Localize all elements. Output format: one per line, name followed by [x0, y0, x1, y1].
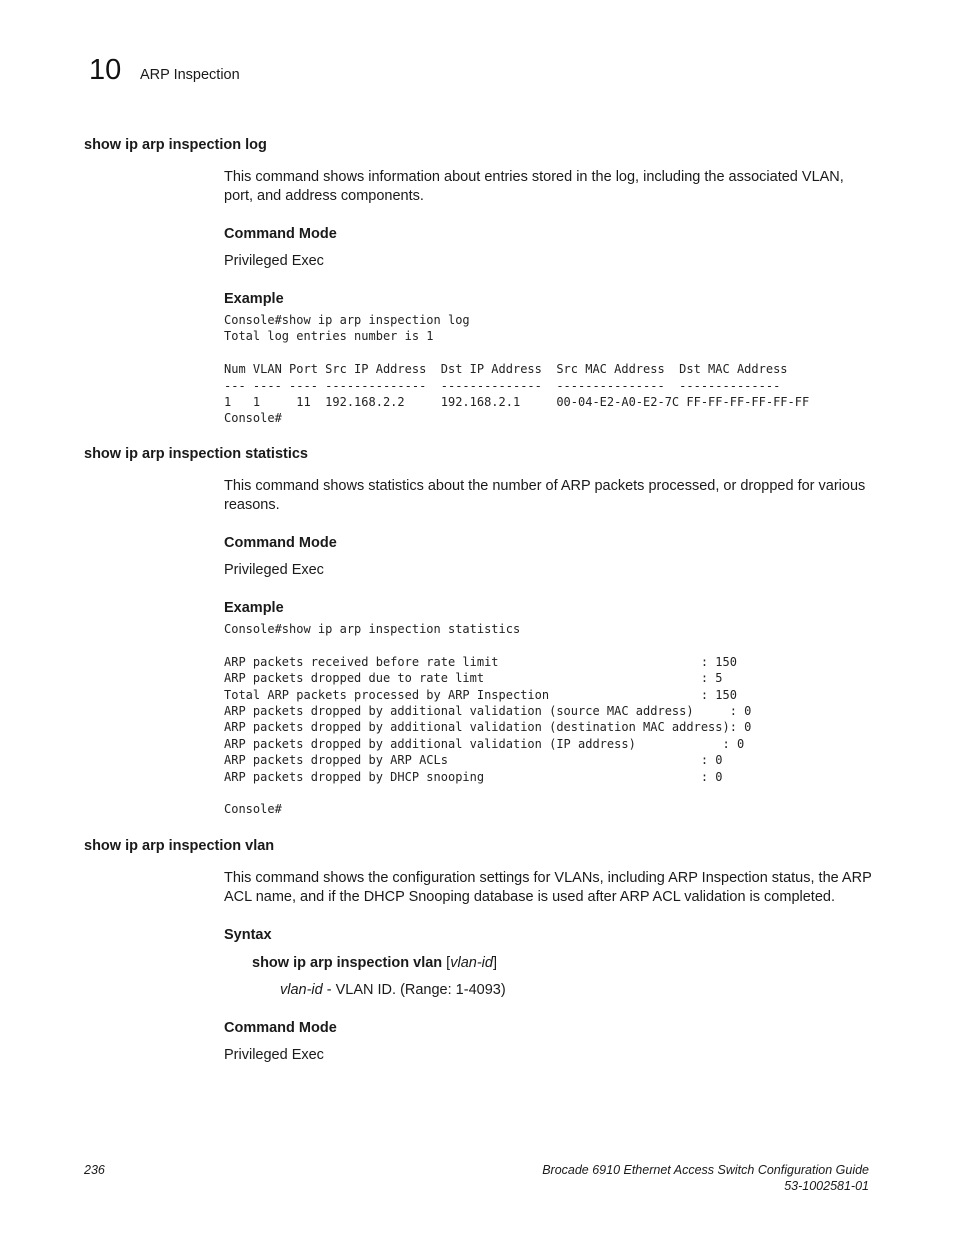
syntax-param: vlan-id — [450, 955, 493, 971]
parameter-name: vlan-id — [280, 982, 323, 998]
parameter-line — [280, 981, 506, 999]
chapter-title: ARP Inspection — [140, 67, 240, 83]
parameter-description: - VLAN ID. (Range: 1-4093) — [322, 982, 506, 998]
section-description-log: This command shows information about entries stored in the log, including the associated VLAN, port, and address components. — [224, 169, 844, 204]
section-title-log: show ip arp inspection log — [84, 137, 267, 153]
footer-doc-info — [542, 1162, 869, 1194]
command-mode-value: Privileged Exec — [224, 1047, 324, 1063]
syntax-bracket-close: ] — [492, 955, 497, 971]
syntax-line — [252, 954, 497, 972]
command-mode-label: Command Mode — [224, 535, 337, 551]
command-mode-value: Privileged Exec — [224, 562, 324, 578]
example-label: Example — [224, 291, 284, 307]
code-example-log: Console#show ip arp inspection log Total log entries number is 1 Num VLAN Port Src IP Address Dst IP Address Src MAC Address Dst MAC Address --- ---- ---- -------------- -------------- --------------- -------------- 1 1 11 192.168.2.2 192.168.2.1 00-04-E2-A0-E2-7C FF-FF-FF-FF-FF-FF Console# — [224, 313, 810, 426]
section-title-vlan: show ip arp inspection vlan — [84, 838, 275, 854]
command-mode-label: Command Mode — [224, 226, 337, 242]
command-mode-label: Command Mode — [224, 1020, 337, 1036]
example-label: Example — [224, 600, 284, 616]
command-mode-value: Privileged Exec — [224, 253, 324, 269]
section-description-statistics: This command shows statistics about the number of ARP packets processed, or dropped for various reasons. — [224, 478, 866, 513]
syntax-command: show ip arp inspection vlan — [252, 955, 443, 971]
section-description-vlan: This command shows the configuration settings for VLANs, including ARP Inspection status, the ARP ACL name, and if the DHCP Snooping database is used after ARP ACL validation is completed. — [224, 870, 872, 905]
guide-title: Brocade 6910 Ethernet Access Switch Configuration Guide — [542, 1163, 869, 1177]
syntax-bracket-open: [ — [442, 955, 451, 971]
doc-number: 53-1002581-01 — [784, 1179, 869, 1193]
chapter-number: 10 — [89, 54, 122, 86]
section-title-statistics: show ip arp inspection statistics — [84, 446, 308, 462]
syntax-label: Syntax — [224, 927, 272, 943]
page-number: 236 — [84, 1163, 105, 1177]
code-example-statistics: Console#show ip arp inspection statistics ARP packets received before rate limit : 150 ARP packets dropped due to rate limt : 5 Total ARP packets processed by ARP Inspection : 150 ARP packets dropped by additional validation (source MAC address) : 0 ARP packets dropped by additional validation (destination MAC address): 0 ARP packets dropped by additional validation (IP address) : 0 ARP packets dropped by ARP ACLs : 0 ARP packets dropped by DHCP snooping : 0 Console# — [224, 622, 752, 817]
